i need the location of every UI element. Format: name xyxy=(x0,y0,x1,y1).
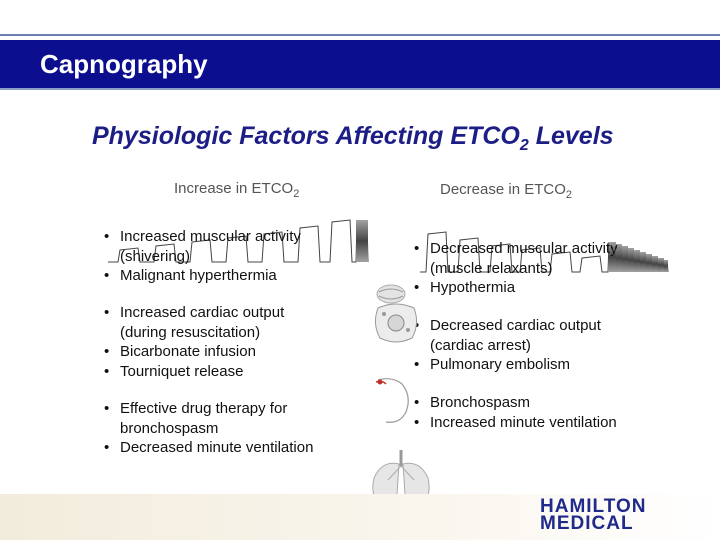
list-item: • Bicarbonate infusion xyxy=(104,342,324,362)
increase-heading-main: Increase in ETCO xyxy=(174,180,294,197)
decrease-heading-subscript: 2 xyxy=(565,189,572,201)
increase-heading-subscript: 2 xyxy=(293,188,300,200)
slide-title-subscript: 2 xyxy=(519,137,529,154)
vascular-illustration-icon xyxy=(372,374,416,428)
slide-title-tail: Levels xyxy=(528,122,614,150)
list-item: • Increased cardiac output (during resuscitation) xyxy=(104,303,324,342)
decrease-group-1 xyxy=(414,239,654,298)
list-item: • Decreased cardiac output (cardiac arrest) xyxy=(414,316,644,355)
header-underline xyxy=(0,88,720,90)
logo-line-1: HAMILTON xyxy=(540,496,647,517)
list-item: • Decreased muscular activity (muscle relaxants) xyxy=(414,239,654,278)
list-item: • Tourniquet release xyxy=(104,362,324,382)
decrease-group-3 xyxy=(414,393,664,432)
decrease-group-2 xyxy=(414,316,644,375)
list-item: • Increased muscular activity (shivering) xyxy=(104,227,344,266)
slide-title-main: Physiologic Factors Affecting ETCO xyxy=(92,122,520,150)
header-title: Capnography xyxy=(40,49,208,79)
logo-line-2: MEDICAL xyxy=(540,513,634,534)
list-item: • Hypothermia xyxy=(414,278,654,298)
hamilton-medical-logo xyxy=(540,498,647,532)
increase-group-1 xyxy=(104,227,344,286)
top-rule xyxy=(0,34,720,36)
slide-title xyxy=(92,122,614,155)
list-item: • Malignant hyperthermia xyxy=(104,266,344,286)
decrease-heading-main: Decrease in ETCO xyxy=(440,181,566,198)
increase-heading xyxy=(174,180,299,200)
increase-group-2 xyxy=(104,303,324,381)
list-item: • Decreased minute ventilation xyxy=(104,438,354,458)
list-item: • Pulmonary embolism xyxy=(414,355,644,375)
heart-cell-illustration-icon xyxy=(372,300,420,346)
list-item: • Effective drug therapy for bronchospasm xyxy=(104,399,354,438)
increase-group-3 xyxy=(104,399,354,458)
decrease-heading xyxy=(440,181,572,201)
list-item: • Increased minute ventilation xyxy=(414,413,664,433)
list-item: • Bronchospasm xyxy=(414,393,664,413)
